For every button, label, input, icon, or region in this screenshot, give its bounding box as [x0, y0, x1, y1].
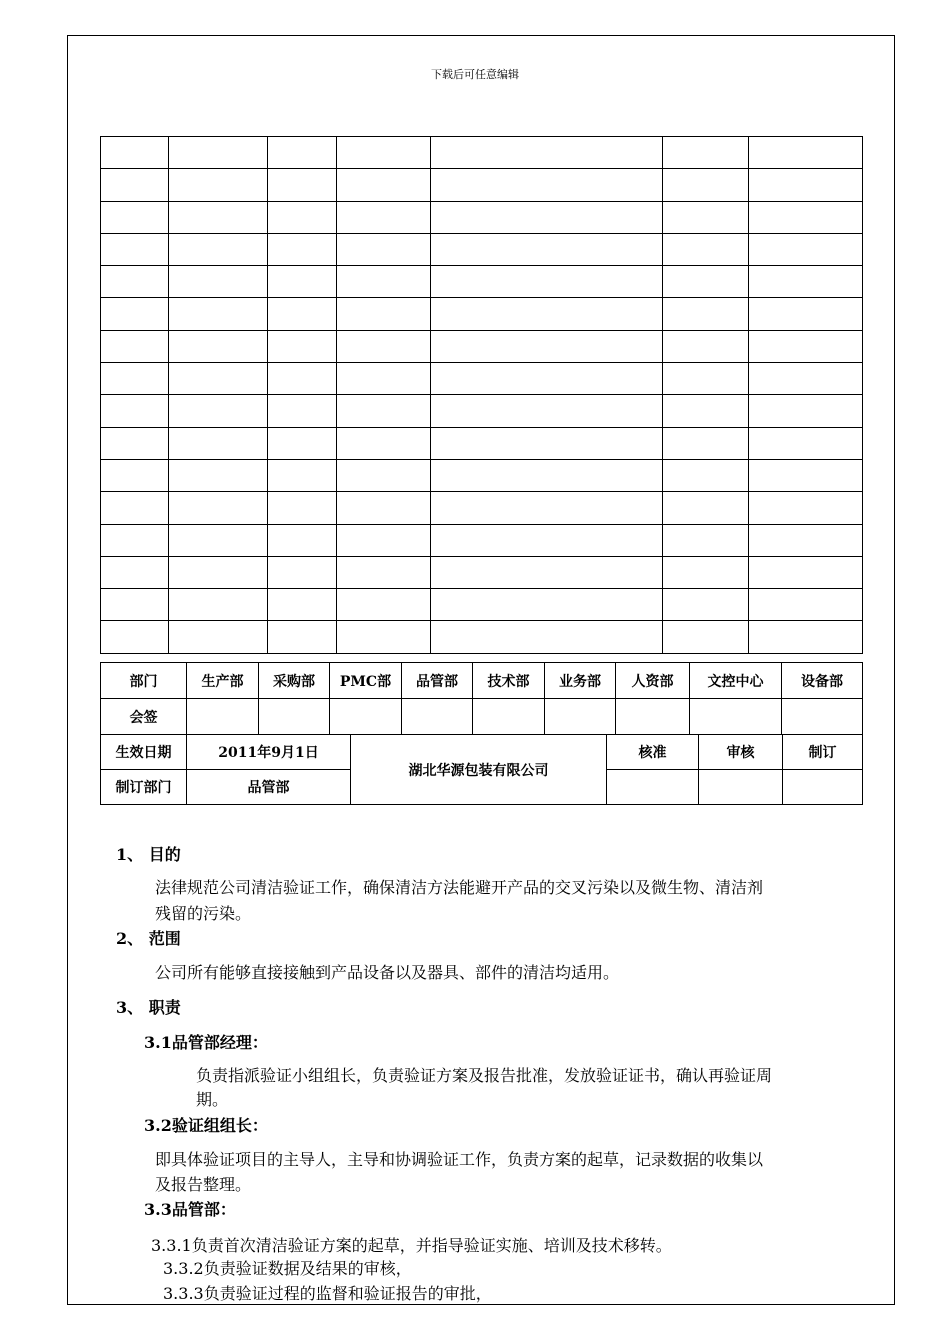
revision-cell: [337, 363, 431, 395]
revision-cell: [337, 459, 431, 491]
revision-cell: [663, 330, 749, 362]
effective-date-label: 生效日期: [101, 735, 187, 770]
revision-row: [101, 266, 863, 298]
revision-row: [101, 298, 863, 330]
revision-cell: [663, 589, 749, 621]
revision-cell: [663, 492, 749, 524]
revision-cell: [101, 427, 169, 459]
section-3-title: 3、 职责: [116, 998, 181, 1017]
revision-cell: [663, 395, 749, 427]
revision-table: [100, 136, 863, 654]
revision-row: [101, 233, 863, 265]
revision-cell: [101, 492, 169, 524]
revision-cell: [749, 266, 863, 298]
revision-cell: [431, 556, 663, 588]
revision-cell: [337, 201, 431, 233]
revision-row: [101, 137, 863, 169]
revision-cell: [169, 459, 268, 491]
dept-technology: 技术部: [473, 663, 545, 699]
revision-cell: [169, 298, 268, 330]
revision-cell: [101, 201, 169, 233]
watermark: 下载后可任意编辑: [431, 68, 519, 81]
revision-row: [101, 169, 863, 201]
revision-cell: [268, 137, 337, 169]
section-3-3-2-text: 3.3.2负责验证数据及结果的审核，: [163, 1259, 412, 1278]
revision-cell: [101, 169, 169, 201]
revision-cell: [749, 169, 863, 201]
revision-cell: [749, 556, 863, 588]
section-1-title: 1、 目的: [116, 845, 181, 864]
revision-cell: [431, 330, 663, 362]
revision-cell: [337, 524, 431, 556]
revision-cell: [337, 395, 431, 427]
revision-cell: [169, 427, 268, 459]
approve-label: 核准: [607, 735, 699, 770]
revision-cell: [101, 137, 169, 169]
section-3-2-title: 3.2验证组组长：: [144, 1116, 268, 1135]
revision-cell: [101, 363, 169, 395]
section-3-1-text-line1: 负责指派验证小组组长，负责验证方案及报告批准，发放验证证书，确认再验证周: [196, 1066, 773, 1085]
dept-business: 业务部: [545, 663, 616, 699]
review-signature: [699, 770, 783, 805]
sign-cell: [473, 699, 545, 735]
revision-row: [101, 524, 863, 556]
revision-cell: [268, 492, 337, 524]
revision-cell: [101, 395, 169, 427]
revision-cell: [337, 427, 431, 459]
sign-cell: [259, 699, 330, 735]
revision-cell: [169, 395, 268, 427]
revision-row: [101, 330, 863, 362]
revision-cell: [749, 492, 863, 524]
review-label: 审核: [699, 735, 783, 770]
revision-cell: [663, 298, 749, 330]
revision-row: [101, 201, 863, 233]
sign-table: [100, 662, 863, 735]
revision-cell: [268, 459, 337, 491]
sign-cell: [187, 699, 259, 735]
draft-signature: [783, 770, 863, 805]
revision-cell: [268, 427, 337, 459]
revision-cell: [431, 233, 663, 265]
section-3-3-1-text: 3.3.1负责首次清洁验证方案的起草，并指导验证实施、培训及技术移转。: [151, 1236, 672, 1255]
section-2-text: 公司所有能够直接接触到产品设备以及器具、部件的清洁均适用。: [155, 963, 620, 982]
revision-cell: [337, 621, 431, 653]
dept-production: 生产部: [187, 663, 259, 699]
sign-cell: [330, 699, 402, 735]
revision-cell: [663, 363, 749, 395]
section-3-3-3-text: 3.3.3负责验证过程的监督和验证报告的审批，: [163, 1284, 492, 1303]
revision-cell: [749, 363, 863, 395]
revision-cell: [663, 524, 749, 556]
revision-cell: [337, 298, 431, 330]
sign-cell: [402, 699, 473, 735]
section-3-2-text-line2: 及报告整理。: [155, 1175, 252, 1194]
revision-cell: [268, 233, 337, 265]
revision-cell: [431, 395, 663, 427]
revision-row: [101, 459, 863, 491]
revision-row: [101, 589, 863, 621]
revision-cell: [169, 556, 268, 588]
dept-equipment: 设备部: [782, 663, 863, 699]
revision-cell: [268, 298, 337, 330]
revision-cell: [749, 524, 863, 556]
revision-row: [101, 427, 863, 459]
revision-row: [101, 621, 863, 653]
revision-cell: [101, 266, 169, 298]
revision-cell: [268, 363, 337, 395]
revision-cell: [431, 492, 663, 524]
revision-cell: [337, 589, 431, 621]
effective-date-value: 2011年9月1日: [187, 735, 351, 770]
revision-cell: [337, 233, 431, 265]
revision-row: [101, 363, 863, 395]
revision-cell: [431, 427, 663, 459]
sign-cell: [616, 699, 690, 735]
draft-label: 制订: [783, 735, 863, 770]
sign-cell: [690, 699, 782, 735]
revision-cell: [431, 621, 663, 653]
revision-cell: [101, 330, 169, 362]
revision-cell: [268, 169, 337, 201]
section-1-text-line2: 残留的污染。: [155, 904, 252, 923]
revision-cell: [169, 233, 268, 265]
revision-cell: [169, 363, 268, 395]
section-1-text-line1: 法律规范公司清洁验证工作，确保清洁方法能避开产品的交叉污染以及微生物、清洁剂: [155, 878, 764, 897]
revision-cell: [749, 621, 863, 653]
dept-pmc: PMC部: [330, 663, 402, 699]
dept-value: 品管部: [187, 770, 351, 805]
company-name: 湖北华源包装有限公司: [351, 735, 607, 805]
revision-cell: [101, 556, 169, 588]
revision-cell: [431, 589, 663, 621]
sign-cell: [545, 699, 616, 735]
revision-cell: [169, 492, 268, 524]
revision-cell: [337, 266, 431, 298]
dept-quality: 品管部: [402, 663, 473, 699]
revision-cell: [268, 556, 337, 588]
revision-cell: [663, 233, 749, 265]
info-table: [100, 734, 863, 805]
revision-cell: [268, 395, 337, 427]
revision-cell: [431, 201, 663, 233]
revision-cell: [268, 266, 337, 298]
revision-cell: [169, 524, 268, 556]
revision-cell: [663, 459, 749, 491]
dept-label: 制订部门: [101, 770, 187, 805]
revision-cell: [101, 621, 169, 653]
revision-cell: [749, 459, 863, 491]
revision-cell: [749, 201, 863, 233]
revision-cell: [101, 524, 169, 556]
sign-cell: [782, 699, 863, 735]
revision-cell: [431, 524, 663, 556]
revision-cell: [749, 395, 863, 427]
revision-cell: [337, 137, 431, 169]
revision-cell: [337, 556, 431, 588]
revision-cell: [169, 201, 268, 233]
revision-cell: [431, 363, 663, 395]
revision-row: [101, 395, 863, 427]
revision-cell: [663, 427, 749, 459]
revision-cell: [749, 330, 863, 362]
revision-cell: [749, 427, 863, 459]
revision-cell: [169, 137, 268, 169]
revision-cell: [268, 524, 337, 556]
section-3-3-title: 3.3品管部：: [144, 1200, 236, 1219]
revision-cell: [431, 459, 663, 491]
revision-cell: [663, 621, 749, 653]
revision-cell: [268, 330, 337, 362]
revision-cell: [749, 137, 863, 169]
revision-cell: [749, 233, 863, 265]
dept-purchasing: 采购部: [259, 663, 330, 699]
revision-cell: [169, 330, 268, 362]
dept-label: 部门: [101, 663, 187, 699]
sign-label: 会签: [101, 699, 187, 735]
revision-cell: [169, 621, 268, 653]
revision-cell: [268, 621, 337, 653]
dept-row: [101, 663, 863, 699]
revision-row: [101, 492, 863, 524]
revision-cell: [101, 459, 169, 491]
section-3-1-text-line2: 期。: [196, 1090, 229, 1109]
revision-cell: [431, 169, 663, 201]
revision-cell: [169, 169, 268, 201]
revision-cell: [337, 169, 431, 201]
revision-row: [101, 556, 863, 588]
revision-cell: [169, 266, 268, 298]
dept-hr: 人资部: [616, 663, 690, 699]
revision-cell: [268, 589, 337, 621]
approve-signature: [607, 770, 699, 805]
revision-cell: [663, 556, 749, 588]
revision-cell: [431, 266, 663, 298]
section-2-title: 2、 范围: [116, 929, 181, 948]
revision-cell: [749, 589, 863, 621]
revision-cell: [337, 330, 431, 362]
revision-cell: [431, 137, 663, 169]
revision-cell: [101, 589, 169, 621]
sign-row: [101, 699, 863, 735]
revision-cell: [169, 589, 268, 621]
revision-cell: [431, 298, 663, 330]
revision-cell: [663, 201, 749, 233]
revision-cell: [268, 201, 337, 233]
revision-cell: [663, 137, 749, 169]
section-3-2-text-line1: 即具体验证项目的主导人，主导和协调验证工作，负责方案的起草，记录数据的收集以: [155, 1150, 764, 1169]
revision-cell: [663, 266, 749, 298]
revision-cell: [663, 169, 749, 201]
revision-cell: [101, 298, 169, 330]
info-row-1: [101, 735, 863, 770]
revision-cell: [337, 492, 431, 524]
revision-cell: [101, 233, 169, 265]
section-3-1-title: 3.1品管部经理：: [144, 1033, 268, 1052]
revision-cell: [749, 298, 863, 330]
dept-document-control: 文控中心: [690, 663, 782, 699]
